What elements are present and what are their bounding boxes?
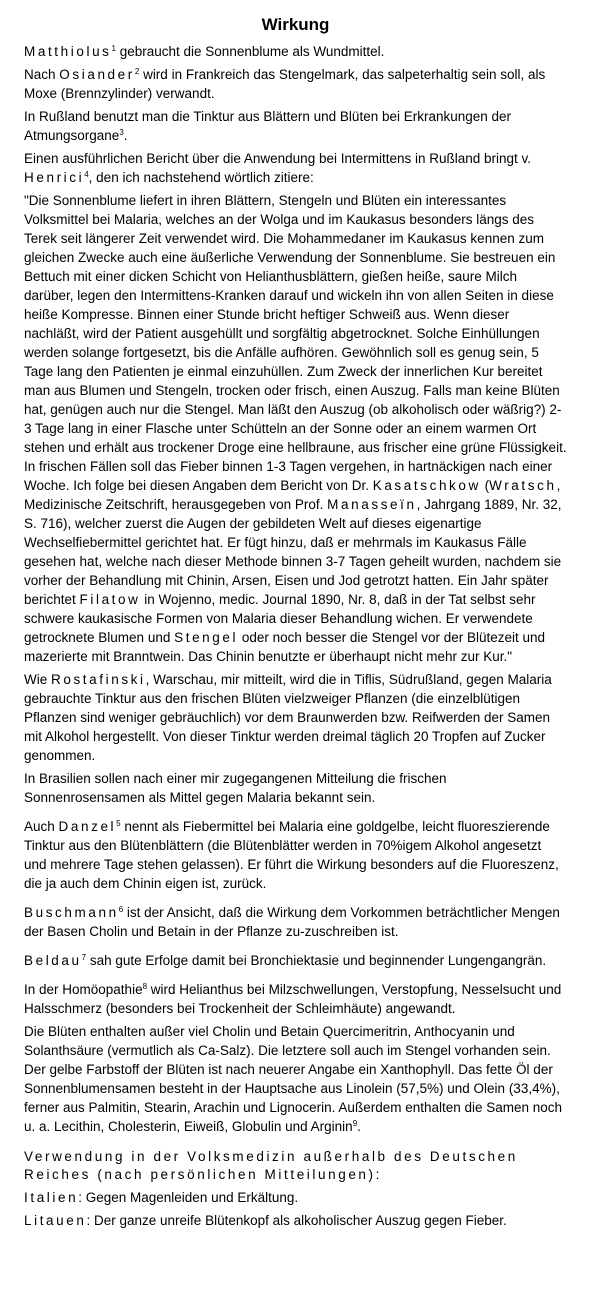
paragraph-text: .	[357, 1119, 361, 1134]
paragraph-henrici	[24, 149, 567, 187]
paragraph-danzel	[24, 817, 567, 893]
paragraph-inhaltsstoffe	[24, 1022, 567, 1136]
footnote-ref[interactable]: 4	[84, 170, 89, 179]
footnote-ref[interactable]: 9	[352, 1119, 358, 1128]
section-heading: Verwendung in der Volksmedizin außerhalb des Deutschen Reiches (nach persönlichen Mitteilungen):	[24, 1149, 518, 1182]
emphasis: Stengel	[174, 630, 239, 645]
paragraph-text: Wie	[24, 672, 51, 687]
footnote-ref[interactable]: 2	[134, 67, 140, 76]
quote-text: (	[480, 478, 490, 493]
footnote-ref[interactable]: 5	[116, 819, 121, 828]
paragraph-brasilien: In Brasilien sollen nach einer mir zugegangenen Mitteilung die frischen Sonnenrosensamen als Mittel gegen Malaria bekannt sein.	[24, 771, 447, 805]
entry-text: : Der ganze unreife Blütenkopf als alkoholischer Auszug gegen Fieber.	[86, 1213, 507, 1228]
quote-text: , Jahrgang 1889, Nr. 32, S. 716), welcher zuerst die Augen der gebildeten Welt auf dieses eigenartige Wechselfiebermittel gerichtet hat. Er fügt hinzu, daß er mehrmals im Kaukasus Fälle gesehen hat, welche nach dieser Methode binnen 3-7 Tagen geheilt wurden, nachdem sie vorher der Behandlung mit Chinin, Arsen, Eisen und Jod getrotzt hatten. Ein Jahr später berichtet	[24, 497, 562, 607]
paragraph-russland	[24, 107, 567, 145]
paragraph-text: .	[123, 128, 128, 143]
paragraph-text: wird Helianthus bei Milzschwellungen, Verstopfung, Nesselsucht und Halsschmerz (besonders bei Trockenheit der Schleimhäute) angewandt.	[24, 982, 562, 1016]
author-name: Henrici	[24, 170, 85, 185]
entry-litauen	[24, 1211, 567, 1230]
paragraph-homoeopathie	[24, 980, 567, 1018]
paragraph-text: nennt als Fiebermittel bei Malaria eine goldgelbe, leicht fluoreszierende Tinktur aus den Blütenblättern (die Blütenblätter werden in 70%igem Alkohol angesetzt und mehrere Tage stehen gelassen). Er führt die Wirkung besonders auf die Fluoreszenz, die ja auch dem Chinin eigen ist, zurück.	[24, 819, 559, 891]
footnote-ref[interactable]: 3	[119, 128, 124, 137]
country-name: Litauen	[24, 1213, 87, 1228]
journal-name: Wratsch	[489, 478, 557, 493]
footnote-ref[interactable]: 1	[111, 44, 116, 53]
author-name: Matthiolus	[24, 44, 112, 59]
author-name: Rostafinski	[51, 672, 146, 687]
quote-text: , Medizinische Zeitschrift, herausgegeben von Prof.	[24, 478, 561, 512]
paragraph-text: sah gute Erfolge damit bei Bronchiektasie und beginnender Lungengangrän.	[86, 953, 547, 968]
paragraph-beldau	[24, 951, 567, 970]
author-name: Danzel	[58, 819, 117, 834]
footnote-ref[interactable]: 6	[118, 905, 124, 914]
author-name: Filatow	[79, 592, 141, 607]
paragraph-text: , Warschau, mir mitteilt, wird die in Tiflis, Südrußland, gegen Malaria gebrauchte Tinktur aus den frischen Blüten vielzweiger Pflanzen (die einzelblütigen Pflanzen sind weniger gebräuchlich) vor dem Braunwerden bzw. Reifwerden der Samen mit Alkohol hergestellt. Von dieser Tinktur werden dreimal täglich 20 Tropfen auf Zucker genommen.	[24, 672, 552, 763]
paragraph-rostafinski	[24, 670, 567, 765]
paragraph-matthiolus	[24, 42, 567, 61]
entry-italien	[24, 1188, 567, 1207]
quote-text: in Wojenno, medic. Journal 1890, Nr. 8, daß in der Tat selbst sehr schwere kaukasische Formen von Malaria dieser Behandlung wichen. Er verwendete getrocknete Blumen und	[24, 592, 536, 645]
author-name: Buschmann	[24, 905, 119, 920]
paragraph-text: In der Homöopathie	[24, 982, 143, 997]
paragraph-text: , den ich nachstehend wörtlich zitiere:	[88, 170, 314, 185]
paragraph-text: Nach	[24, 67, 60, 82]
paragraph-text: wird in Frankreich das Stengelmark, das salpeterhaltig sein soll, als Moxe (Brennzylinder) verwandt.	[24, 67, 546, 101]
quotation	[24, 191, 567, 666]
paragraph-text: ist der Ansicht, daß die Wirkung dem Vorkommen beträchtlicher Mengen der Basen Cholin und Betain in der Pflanze zu-zuschreiben ist.	[24, 905, 560, 939]
quote-text: oder noch besser die Stengel vor der Blütezeit und mazerierte mit Branntwein. Das Chinin benutzte er überhaupt nicht mehr zur Kur."	[24, 630, 546, 664]
paragraph-text: Die Blüten enthalten außer viel Cholin und Betain Quercimeritrin, Anthocyanin und Solanthsäure (vermutlich als Ca-Salz). Die letztere soll auch im Stengel vorhanden sein. Der gelbe Farbstoff der Blüten ist nach neuerer Angabe ein Xanthophyll. Das fette Öl der Sonnenblumensamen besteht in der Hauptsache aus Linolein (57,5%) und Olein (33,4%), ferner aus Palmitin, Stearin, Arachin und Lignocerin. Außerdem enthalten die Samen noch u. a. Lecithin, Cholesterin, Eiweiß, Globulin und Arginin	[24, 1024, 563, 1134]
page-title: Wirkung	[261, 15, 330, 34]
paragraph-text: Einen ausführlichen Bericht über die Anwendung bei Intermittens in Rußland bringt v.	[24, 151, 532, 166]
paragraph-text: In Rußland benutzt man die Tinktur aus Blättern und Blüten bei Erkrankungen der Atmungsorgane	[24, 109, 512, 143]
paragraph-text: gebraucht die Sonnenblume als Wundmittel.	[115, 44, 385, 59]
author-name: Osiander	[59, 67, 135, 82]
footnote-ref[interactable]: 8	[142, 982, 148, 991]
quote-text: "Die Sonnenblume liefert in ihren Blättern, Stengeln und Blüten ein interessantes Volksmittel bei Malaria, welches an der Wolga und im Kaukasus besonders längs des Terek seit längerer Zeit verwendet wird. Die Mohammedaner im Kaukasus kennen zum gleichen Zwecke auch eine äußerliche Verwendung der Sonnenblume. Sie bestreuen ein Bettuch mit einer dicken Schicht von Helianthusblättern, gießen heiße, saure Milch darüber, legen den Intermittens-Kranken darauf und wickeln ihn von allen Seiten in diese heiße Kompresse. Binnen einer Stunde bricht heftiger Schweiß aus. Wenn dieser nachläßt, wird der Patient ausgehüllt und sorgfältig abgetrocknet. Solche Einhüllungen werden solange fortgesetzt, bis die Anfälle aufhören. Gewöhnlich soll es genug sein, 5 Tage lang den Patienten je einmal einzuhüllen. Zum Zweck der innerlichen Kur bereitet man aus Blumen und Stengeln, trocken oder frisch, einen Auszug. Falls man keine Blüten hat, genügen auch nur die Stengel. Man läßt den Auszug (ob alkoholisch oder wäßrig?) 2-3 Tage lang in einer Flasche unter Schütteln an der Sonne oder an einem warmen Ort stehen und erhält aus trockener Droge eine hellbraune, aus frischer eine grüne Flüssigkeit. In frischen Fällen soll das Fieber binnen 1-3 Tagen vergehen, in hartnäckigen nach einer Woche. Ich folge bei diesen Angaben dem Bericht von Dr.	[24, 193, 567, 493]
author-name: Kasatschkow	[372, 478, 481, 493]
paragraph-text: Auch	[24, 819, 59, 834]
author-name: Manasseïn	[327, 497, 417, 512]
paragraph-buschmann	[24, 903, 567, 941]
footnote-ref[interactable]: 7	[81, 953, 87, 962]
country-name: Italien	[24, 1190, 79, 1205]
entry-text: : Gegen Magenleiden und Erkältung.	[78, 1190, 299, 1205]
paragraph-osiander	[24, 65, 567, 103]
author-name: Beldau	[24, 953, 82, 968]
